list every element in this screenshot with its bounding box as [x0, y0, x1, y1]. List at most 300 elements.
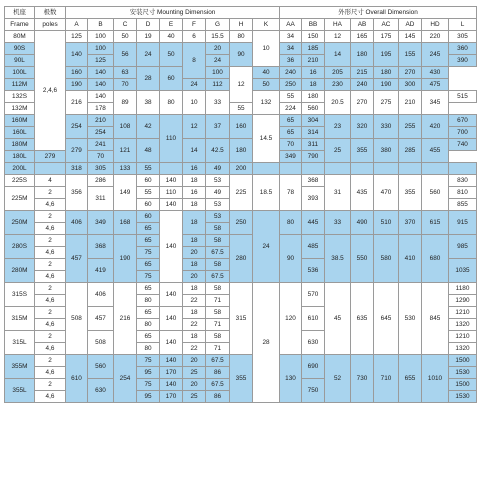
table-cell: 311: [88, 187, 114, 211]
table-cell: 406: [66, 211, 88, 235]
table-cell: 315: [230, 283, 253, 355]
table-cell: 470: [374, 175, 399, 211]
table-cell: 645: [374, 283, 399, 355]
table-cell: 63: [114, 67, 137, 79]
table-cell: 1530: [449, 367, 477, 379]
table-cell: 65: [137, 235, 160, 247]
header-row-1: [5, 7, 477, 19]
table-cell: 455: [422, 139, 449, 163]
table-cell: 58: [206, 283, 230, 295]
table-cell: 680: [422, 235, 449, 283]
table-cell: 38.5: [325, 235, 351, 283]
table-cell: 1180: [449, 283, 477, 295]
table-cell: 38: [137, 91, 160, 115]
table-cell: 330: [374, 115, 399, 139]
table-cell: 740: [449, 139, 477, 151]
table-cell: 110: [160, 115, 183, 163]
table-cell: 71: [206, 319, 230, 331]
table-cell: 180: [351, 43, 374, 67]
table-cell: 570: [302, 283, 325, 307]
table-cell: 40: [253, 67, 280, 79]
table-cell: 45: [325, 283, 351, 355]
table-cell: 580: [374, 235, 399, 283]
table-cell: 170: [160, 391, 183, 403]
table-cell: 20: [183, 379, 206, 391]
table-cell: 42: [137, 115, 160, 139]
table-cell: 1210: [449, 307, 477, 319]
table-cell: 23: [325, 115, 351, 139]
table-cell: 80: [230, 31, 253, 43]
table-cell: 200: [230, 163, 253, 175]
table-cell: 205: [325, 67, 351, 79]
table-cell: 55: [280, 91, 302, 103]
table-cell: 2: [35, 379, 66, 391]
table-row: [5, 163, 477, 175]
table-cell: 8: [183, 43, 206, 79]
table-cell: 65: [280, 127, 302, 139]
table-cell: 655: [399, 355, 422, 403]
frame-header-en: Frame: [5, 19, 35, 31]
table-cell: 49: [206, 163, 230, 175]
table-cell: 60: [137, 211, 160, 223]
table-cell: 6: [183, 31, 206, 43]
table-cell: 286: [88, 175, 114, 187]
table-cell: 185: [302, 43, 325, 55]
table-cell: 16: [302, 67, 325, 79]
table-cell: 53: [206, 211, 230, 223]
table-cell: 18: [183, 307, 206, 319]
table-cell: 915: [449, 211, 477, 235]
table-cell: 58: [206, 235, 230, 247]
table-cell: 40: [160, 31, 183, 43]
mounting-dimension-header: 安装尺寸 Mounting Dimension: [66, 7, 280, 19]
table-cell: 80: [137, 343, 160, 355]
table-cell: 380: [374, 139, 399, 163]
table-cell: 155: [399, 43, 422, 67]
table-cell: 36: [280, 55, 302, 67]
table-cell: 195: [374, 43, 399, 67]
table-cell: 457: [66, 235, 88, 283]
table-cell: 18: [302, 79, 325, 91]
table-cell: 20: [183, 271, 206, 283]
table-cell: 12: [183, 115, 206, 139]
table-cell: 530: [399, 283, 422, 355]
table-cell: 275: [374, 91, 399, 115]
table-cell: 28: [137, 67, 160, 91]
table-row: [5, 175, 477, 187]
frame-cell: 200L: [5, 163, 35, 175]
table-row: [5, 67, 477, 79]
table-cell: 33: [325, 211, 351, 235]
frame-cell: 4,6: [35, 343, 66, 355]
table-row: [5, 235, 477, 247]
table-cell: 215: [351, 67, 374, 79]
table-cell: 175: [374, 31, 399, 43]
table-cell: 71: [206, 343, 230, 355]
table-cell: 279: [66, 139, 88, 163]
table-cell: 58: [206, 223, 230, 235]
frame-cell: 4,6: [35, 391, 66, 403]
frame-cell: 4,6: [35, 295, 66, 307]
overall-dimension-header: 外形尺寸 Overall Dimension: [280, 7, 477, 19]
table-cell: 180: [302, 91, 325, 103]
table-cell: 25: [183, 391, 206, 403]
frame-cell: 180L: [5, 151, 35, 163]
table-cell: 80: [160, 91, 183, 115]
table-cell: 67.5: [206, 247, 230, 259]
table-cell: 140: [88, 67, 114, 79]
table-cell: 75: [137, 379, 160, 391]
table-cell: 630: [302, 331, 325, 355]
frame-cell: 315M: [5, 307, 35, 331]
table-cell: 2: [35, 355, 66, 367]
table-cell: 90: [230, 43, 253, 67]
table-cell: 170: [160, 367, 183, 379]
table-row: [5, 139, 477, 151]
frame-header-cn: 机座: [5, 7, 35, 19]
frame-cell: 4,6: [35, 271, 66, 283]
table-row: [5, 211, 477, 223]
table-cell: 34: [280, 43, 302, 55]
table-cell: 390: [449, 55, 477, 67]
table-cell: 430: [422, 67, 449, 79]
table-cell: 12: [230, 67, 253, 103]
table-cell: 140: [160, 307, 183, 331]
col-header-ab: AB: [351, 19, 374, 31]
frame-cell: 225S: [5, 175, 35, 187]
table-cell: 140: [160, 175, 183, 187]
col-header-ac: AC: [374, 19, 399, 31]
poles-header-en: poles: [35, 19, 66, 31]
table-cell: 67.5: [206, 379, 230, 391]
header-row-2: [5, 19, 477, 31]
table-cell: 52: [325, 355, 351, 403]
table-cell: 20: [183, 355, 206, 367]
table-cell: 10: [183, 91, 206, 115]
table-cell: 4: [35, 175, 66, 187]
frame-cell: 90L: [5, 55, 35, 67]
table-cell: 65: [137, 307, 160, 319]
table-cell: 15.5: [206, 31, 230, 43]
table-cell: 80: [137, 295, 160, 307]
table-cell: 160: [66, 67, 88, 79]
poles-header-cn: 极数: [35, 7, 66, 19]
table-cell: 180: [374, 67, 399, 79]
table-cell: 22: [183, 295, 206, 307]
table-cell: 33: [206, 91, 230, 115]
frame-cell: 90S: [5, 43, 35, 55]
table-cell: 24: [206, 55, 230, 67]
frame-cell: 160M: [5, 115, 35, 127]
table-cell: 550: [351, 235, 374, 283]
table-cell: 14: [183, 139, 206, 163]
table-cell: 37: [206, 115, 230, 139]
table-cell: 700: [449, 127, 477, 139]
frame-cell: 112M: [5, 79, 35, 91]
table-cell: 65: [137, 283, 160, 295]
col-header-a: A: [66, 19, 88, 31]
table-cell: 254: [114, 355, 137, 403]
col-header-c: C: [114, 19, 137, 31]
frame-cell: 80M: [5, 31, 35, 43]
table-cell: 67.5: [206, 271, 230, 283]
dimension-table: [4, 6, 477, 403]
table-cell: 270: [399, 67, 422, 79]
table-cell: [302, 163, 325, 175]
table-cell: [374, 163, 399, 175]
table-cell: 58: [206, 307, 230, 319]
table-cell: 241: [88, 139, 114, 151]
table-cell: 140: [160, 199, 183, 211]
table-cell: [325, 163, 351, 175]
table-cell: 349: [280, 151, 302, 163]
table-cell: 2: [35, 283, 66, 295]
table-cell: 100: [88, 31, 114, 43]
frame-cell: 225M: [5, 187, 35, 211]
table-cell: 34: [280, 31, 302, 43]
table-cell: 20.5: [325, 91, 351, 115]
frame-cell: 4,6: [35, 247, 66, 259]
table-cell: 24: [183, 79, 206, 91]
table-cell: 255: [399, 115, 422, 139]
table-row: [5, 115, 477, 127]
table-cell: 130: [280, 355, 302, 403]
table-cell: [280, 163, 302, 175]
table-cell: 18: [183, 283, 206, 295]
table-cell: 49: [206, 187, 230, 199]
table-cell: 100: [206, 67, 230, 79]
table-cell: 270: [351, 91, 374, 115]
table-cell: 406: [88, 283, 114, 307]
table-cell: 508: [88, 331, 114, 355]
table-cell: 140: [160, 211, 183, 283]
table-cell: 2: [35, 187, 66, 199]
table-cell: 314: [302, 127, 325, 139]
table-cell: 240: [351, 79, 374, 91]
table-cell: 10: [253, 31, 280, 67]
table-cell: 168: [114, 211, 137, 235]
table-cell: [160, 163, 183, 175]
table-cell: 65: [137, 331, 160, 343]
table-cell: 2: [35, 235, 66, 247]
table-cell: 75: [137, 355, 160, 367]
table-cell: 89: [114, 91, 137, 115]
table-cell: 95: [137, 391, 160, 403]
table-cell: 311: [302, 139, 325, 151]
table-cell: 210: [399, 91, 422, 115]
table-cell: 95: [137, 367, 160, 379]
table-cell: 18: [183, 331, 206, 343]
table-cell: 18.5: [253, 175, 280, 211]
table-cell: [449, 163, 477, 175]
frame-cell: 4,6: [35, 223, 66, 235]
table-cell: 18: [183, 211, 206, 235]
frame-cell: 4,6: [35, 319, 66, 331]
table-cell: 67.5: [206, 355, 230, 367]
table-cell: 510: [374, 211, 399, 235]
table-cell: 220: [422, 31, 449, 43]
table-cell: 368: [302, 175, 325, 187]
table-cell: 16: [183, 187, 206, 199]
table-cell: 845: [422, 283, 449, 355]
table-cell: 250: [280, 79, 302, 91]
table-cell: 210: [302, 55, 325, 67]
table-cell: 22: [183, 343, 206, 355]
table-cell: 730: [351, 355, 374, 403]
table-cell: 615: [422, 211, 449, 235]
table-cell: 356: [66, 175, 88, 211]
table-cell: [253, 163, 280, 175]
table-cell: 393: [302, 187, 325, 211]
table-cell: 25: [183, 367, 206, 379]
table-cell: 145: [399, 31, 422, 43]
table-cell: 140: [160, 283, 183, 307]
table-cell: 300: [399, 79, 422, 91]
table-cell: 1210: [449, 331, 477, 343]
table-cell: 254: [88, 127, 114, 139]
table-cell: 50: [160, 43, 183, 67]
table-cell: 790: [302, 151, 325, 163]
table-cell: 14.5: [253, 115, 280, 163]
table-cell: 485: [302, 235, 325, 259]
col-header-b: B: [88, 19, 114, 31]
col-header-ad: AD: [399, 19, 422, 31]
table-cell: 225: [230, 175, 253, 211]
table-cell: 635: [351, 283, 374, 355]
table-cell: 70: [114, 79, 137, 91]
table-cell: 368: [88, 235, 114, 259]
col-header-f: F: [183, 19, 206, 31]
table-cell: 58: [206, 331, 230, 343]
col-header-aa: AA: [280, 19, 302, 31]
table-cell: 457: [88, 307, 114, 331]
table-cell: 42.5: [206, 139, 230, 163]
table-cell: 245: [422, 43, 449, 67]
table-cell: 133: [114, 163, 137, 175]
table-cell: 355: [399, 175, 422, 211]
table-cell: 18: [183, 199, 206, 211]
table-cell: 55: [137, 187, 160, 199]
table-cell: 20: [206, 43, 230, 55]
table-cell: 370: [399, 211, 422, 235]
table-cell: 28: [253, 283, 280, 403]
frame-cell: 100L: [5, 67, 35, 79]
col-header-g: G: [206, 19, 230, 31]
table-cell: 19: [137, 31, 160, 43]
col-header-bb: BB: [302, 19, 325, 31]
table-cell: 216: [114, 283, 137, 355]
table-cell: 250: [230, 211, 253, 235]
table-cell: 1035: [449, 259, 477, 283]
table-cell: 75: [137, 271, 160, 283]
table-cell: 165: [351, 31, 374, 43]
table-cell: 224: [280, 103, 302, 115]
table-cell: 1290: [449, 295, 477, 307]
table-cell: 360: [449, 43, 477, 55]
table-cell: 18: [183, 175, 206, 187]
table-cell: 2: [35, 259, 66, 271]
table-cell: 150: [302, 31, 325, 43]
table-cell: 58: [206, 259, 230, 271]
table-cell: 690: [302, 355, 325, 379]
table-cell: 216: [66, 91, 88, 115]
table-cell: 86: [206, 391, 230, 403]
frame-cell: 160L: [5, 127, 35, 139]
table-cell: 710: [374, 355, 399, 403]
table-cell: 515: [449, 91, 477, 103]
table-cell: 140: [160, 355, 183, 367]
col-header-h: H: [230, 19, 253, 31]
table-cell: 31: [325, 175, 351, 211]
table-cell: 305: [449, 31, 477, 43]
table-cell: 419: [88, 259, 114, 283]
table-cell: 2: [35, 331, 66, 343]
table-cell: 18: [183, 259, 206, 271]
frame-cell: 315S: [5, 283, 35, 307]
table-cell: 90: [280, 235, 302, 283]
table-cell: 22: [183, 319, 206, 331]
table-cell: 56: [114, 43, 137, 67]
table-cell: 71: [206, 295, 230, 307]
table-cell: 810: [449, 187, 477, 199]
table-cell: 140: [160, 331, 183, 355]
frame-cell: 355M: [5, 355, 35, 379]
table-cell: 20: [183, 247, 206, 259]
table-cell: 78: [280, 175, 302, 211]
table-cell: 855: [449, 199, 477, 211]
table-cell: 50: [114, 31, 137, 43]
table-row: [5, 283, 477, 295]
table-cell: 53: [206, 199, 230, 211]
table-cell: 1500: [449, 355, 477, 367]
table-cell: 16: [183, 163, 206, 175]
table-cell: 14: [325, 43, 351, 67]
table-cell: 254: [66, 115, 88, 139]
table-cell: 178: [88, 103, 114, 115]
frame-cell: 4,6: [35, 199, 66, 211]
table-cell: 140: [66, 43, 88, 67]
table-cell: [422, 163, 449, 175]
table-cell: 240: [280, 67, 302, 79]
table-cell: 53: [206, 175, 230, 187]
table-cell: 140: [88, 79, 114, 91]
table-cell: 1530: [449, 391, 477, 403]
table-cell: 435: [351, 175, 374, 211]
table-cell: 279: [35, 151, 66, 163]
table-cell: 1320: [449, 343, 477, 355]
table-cell: 490: [351, 211, 374, 235]
table-cell: 125: [66, 31, 88, 43]
table-cell: 355: [230, 355, 253, 403]
table-cell: 1500: [449, 379, 477, 391]
table-cell: 2,4,6: [35, 31, 66, 151]
table-cell: 2: [35, 211, 66, 223]
table-cell: 60: [160, 67, 183, 91]
table-cell: 25: [325, 139, 351, 163]
table-cell: 70: [88, 151, 114, 163]
table-cell: 50: [253, 79, 280, 91]
frame-cell: 280M: [5, 259, 35, 283]
table-cell: 355: [351, 139, 374, 163]
table-cell: 60: [137, 199, 160, 211]
table-cell: 508: [66, 283, 88, 355]
table-row: [5, 31, 477, 43]
table-cell: 180: [230, 139, 253, 163]
col-header-l: L: [449, 19, 477, 31]
table-cell: 140: [160, 379, 183, 391]
table-cell: 1320: [449, 319, 477, 331]
table-cell: 86: [206, 367, 230, 379]
